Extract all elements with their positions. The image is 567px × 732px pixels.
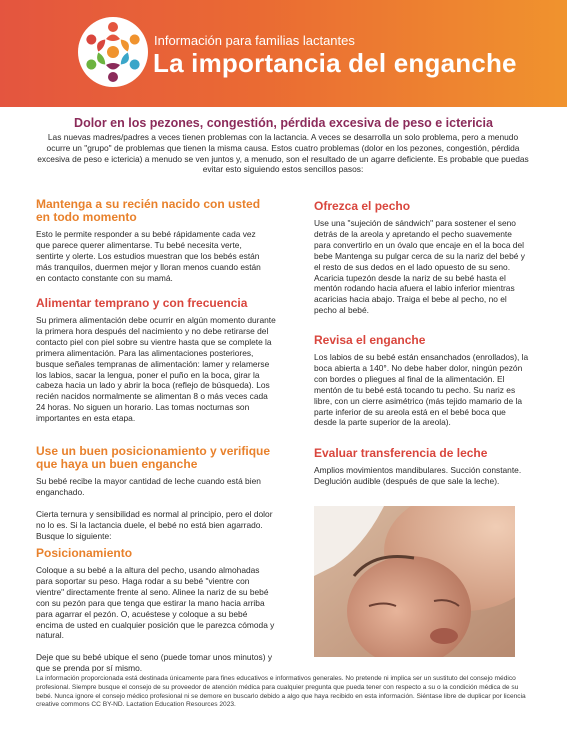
logo [78,17,148,87]
section-body: Esto le permite responder a su bebé rápidamente cada vez que parece querer alimentarse. Tu bebé necesita verte, sentirte y olerte. Los estudios muestran que los bebés están más tranquilos, duermen mejor y lloran menos cuando están en contacto constante con su mamá. [36,229,261,283]
section-body: Amplios movimientos mandibulares. Succión constante. Deglución audible (después de que sale la leche). [314,465,522,486]
header-subtitle: Información para familias lactantes [154,33,355,48]
section-body: Use una "sujeción de sándwich" para sostener el seno detrás de la areola y apretando el pecho suavemente para convertirlo en un óvalo que encaje en el la boca del bebe Mantenga su pulgar cerca de su la nariz del bebé y el resto de sus dedos en el lado opuesto de su seno. Acaricia tupezón desde la nariz de su bebé hasta el mentón rodando hacia afuera el labio inferior mientras acaricias hacia abajo. Traiga el bebe al pecho, no el pecho al bebé. [314,218,525,316]
section-body: Su primera alimentación debe ocurrir en algún momento durante la primera hora después del nacimiento y no debe retirarse del contacto piel con piel sobre su vientre hasta que se complete la primera alimentación. Para las alimentaciones posteriores, busque señales tempranas de alimentación: lamer y relamerse los labios, sacar la lengua, poner el puño en la boca, girar la cabeza hacia un lado y abrir la boca (reflejo de búsqueda). Los recién nacidos normalmente se alimentan 8 o más veces cada 24 horas. No siguen un horario. Las tomas nocturnas son importantes en esta etapa. [36,315,276,424]
section-heading: Revisa el enganche [314,333,426,347]
section-body: Los labios de su bebé están ensanchados (enrollados), la boca abierta a 140°. No debe haber dolor, ningún pezón con bordes o pliegues al final de la alimentación. El mentón de tu bebé está tocando tu pecho. Su nariz es libre, con un cierre asimétrico (más tejido mamario de la parte inferior de su areola está en el bebé boca que desde la parte superior de la areola). [314,352,529,428]
baby-nursing-image [314,506,515,657]
main-heading: Dolor en los pezones, congestión, pérdida excesiva de peso e ictericia [74,116,493,130]
section-body-2: Cierta ternura y sensibilidad es normal al principio, pero el dolor no lo es. Si la lactancia duele, el bebé no está bien agarrado. Busque lo siguiente: [36,508,273,541]
section-milk-transfer [314,447,530,487]
family-circle-logo-icon [78,17,148,87]
page-title: La importancia del enganche [153,48,517,78]
section-keep-newborn [36,198,271,284]
section-heading: Posicionamiento [36,546,133,560]
section-heading: Use un buen posicionamiento y verifique que haya un buen enganche [36,444,271,471]
intro-paragraph: Las nuevas madres/padres a veces tienen problemas con la lactancia. A veces se desarrolla un solo problema, pero a menudo ocurre un "grupo" de problemas que tienen la misma causa. Estos cuatro problemas (dolor en los pezones, congestión, pérdida excesiva de peso e ictericia) a menudo se ven juntos y, a menudo, son el resultado de un agarre deficiente. Es probable que puedas evitar esto siguiendo estos sencillos pasos: [37,132,529,175]
section-body: Coloque a su bebé a la altura del pecho, usando almohadas para soportar su peso. Haga rodar a su bebé "vientre con vientre" directamente frente al seno. Alinee la nariz de su bebé con su pezón para que tenga que estirar la mano hacia arriba para agarrar el pezón. O, acuéstese y coloque a su bebé encima de usted en cualquier posición que le parezca cómoda y natural. [36,565,275,641]
section-offer-breast [314,200,530,316]
section-posicionamiento [36,547,276,674]
disclaimer-footer: La información proporcionada está destinada únicamente para fines educativos e informativos generales. No pretende ni implica ser un sustituto del consejo médico profesional. Siempre busque el consejo de su proveedor de atención médica para cualquier pregunta que pueda tener con respecto a su o la condición médica de su bebé. Nunca ignore el consejo médico profesional ni se demore en buscarlo debido a algo que haya recibido en esta información. Siéntase libre de duplicar por licencia creative commons CC BY-ND. Lactation Education Resources 2023. [36,675,526,709]
section-body: Su bebé recibe la mayor cantidad de leche cuando está bien enganchado. [36,476,261,497]
section-heading: Mantenga a su recién nacido con usted en todo momento [36,197,261,224]
header-banner [0,0,567,107]
section-heading: Ofrezca el pecho [314,199,411,213]
section-heading: Alimentar temprano y con frecuencia [36,296,248,310]
section-heading: Evaluar transferencia de leche [314,446,488,460]
section-positioning-latch [36,445,276,542]
section-check-latch [314,334,530,428]
breastfeeding-photo [314,506,515,657]
section-feed-early [36,297,276,424]
section-body-2: Deje que su bebé ubique el seno (puede tomar unos minutos) y que se prenda por sí mismo. [36,652,273,674]
